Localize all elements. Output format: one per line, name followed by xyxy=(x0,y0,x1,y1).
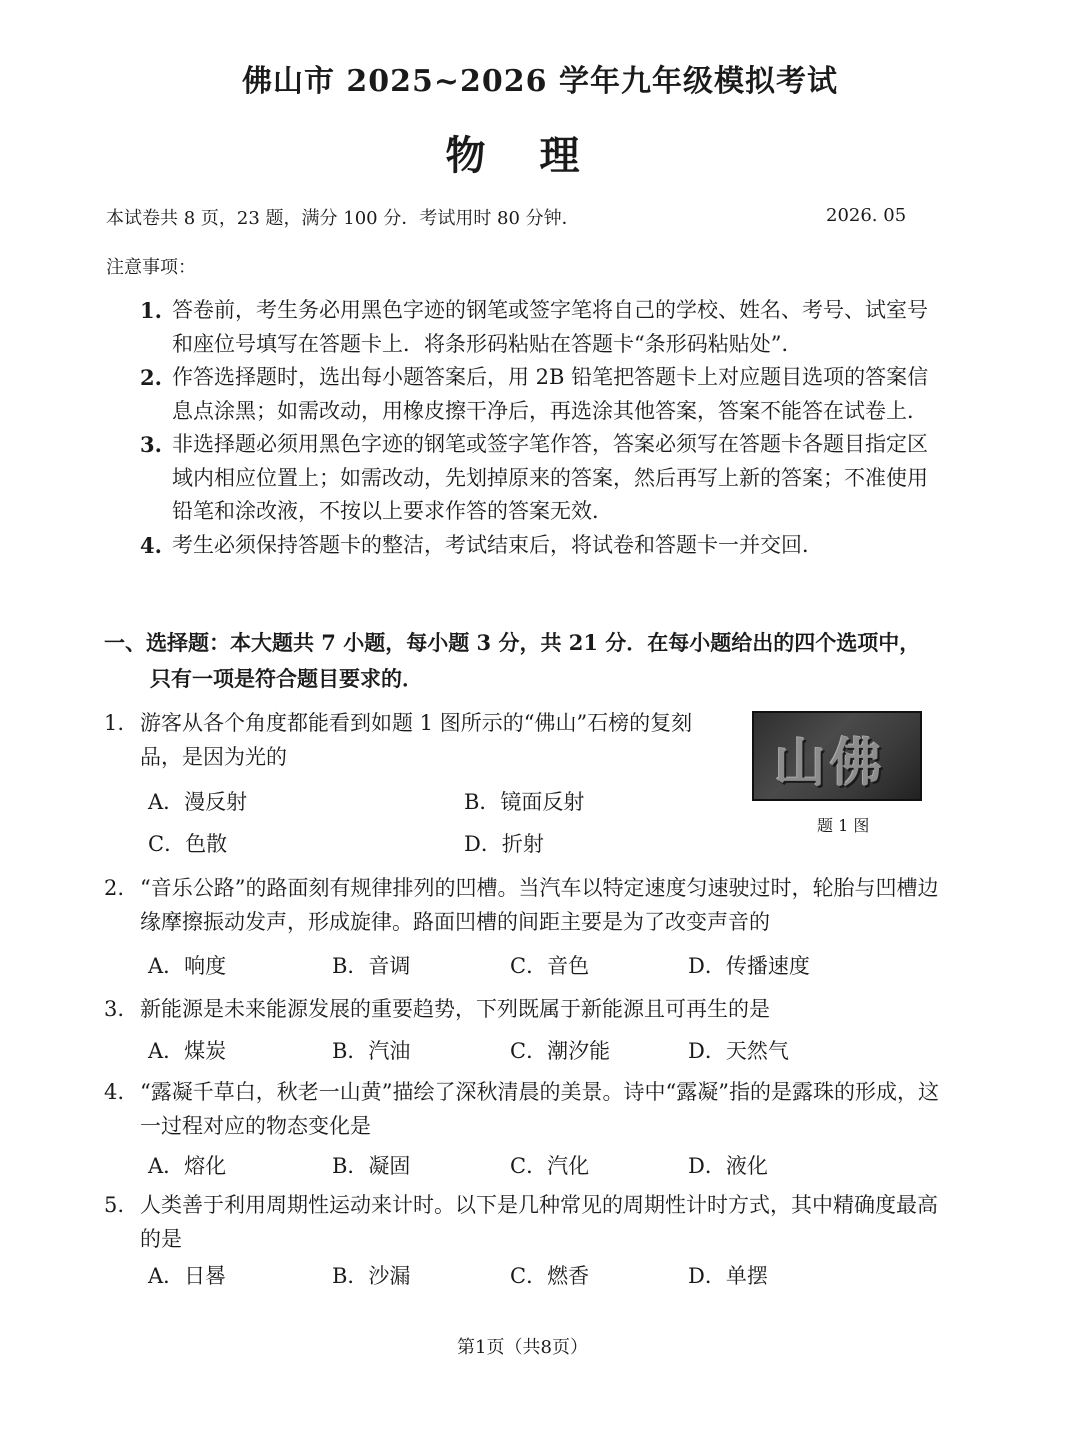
option-b[interactable]: B．音调 xyxy=(332,954,411,978)
notice-number: 3. xyxy=(140,432,162,457)
notice-text: 作答选择题时，选出每小题答案后，用 2B 铅笔把答题卡上对应题目选项的答案信息点涂黑；如需改动，用橡皮擦干净后，再选涂其他答案，答案不能答在试卷上． xyxy=(172,365,929,423)
option-a[interactable]: A．漫反射 xyxy=(148,790,248,814)
section-heading xyxy=(104,625,944,697)
notice-item xyxy=(140,294,940,361)
option-b[interactable]: B．沙漏 xyxy=(332,1264,411,1288)
option-a[interactable]: A．煤炭 xyxy=(148,1039,227,1063)
section-heading-line1: 一、选择题：本大题共 7 小题，每小题 3 分，共 21 分．在每小题给出的四个选项中， xyxy=(104,630,921,655)
exam-title: 佛山市 2025~2026 学年九年级模拟考试 xyxy=(241,64,839,99)
notice-item xyxy=(140,428,940,529)
option-d[interactable]: D．液化 xyxy=(688,1154,768,1178)
question-number: 5. xyxy=(104,1193,125,1217)
question-4 xyxy=(104,1075,944,1143)
subject-title: 物 理 xyxy=(445,132,600,179)
stone-plaque-figure xyxy=(752,711,922,801)
option-c[interactable]: C．音色 xyxy=(510,954,590,978)
question-text: 游客从各个角度都能看到如题 1 图所示的“佛山”石榜的复刻品，是因为光的 xyxy=(140,711,693,769)
option-d[interactable]: D．传播速度 xyxy=(688,954,810,978)
question-5 xyxy=(104,1188,944,1256)
exam-date: 2026. 05 xyxy=(826,205,907,226)
notice-number: 2. xyxy=(140,365,162,390)
notice-item xyxy=(140,529,940,563)
option-c[interactable]: C．潮汐能 xyxy=(510,1039,611,1063)
notice-text: 答卷前，考生务必用黑色字迹的钢笔或签字笔将自己的学校、姓名、考号、试室号和座位号填写在答题卡上．将条形码粘贴在答题卡“条形码粘贴处”． xyxy=(172,298,928,356)
question-1 xyxy=(104,706,734,774)
notice-text: 非选择题必须用黑色字迹的钢笔或签字笔作答，答案必须写在答题卡各题目指定区域内相应位置上；如需改动，先划掉原来的答案，然后再写上新的答案；不准使用铅笔和涂改液，不按以上要求作答的答案无效． xyxy=(172,432,928,523)
option-a[interactable]: A．日晷 xyxy=(148,1264,227,1288)
notice-text: 考生必须保持答题卡的整洁，考试结束后，将试卷和答题卡一并交回． xyxy=(172,532,823,557)
option-a[interactable]: A．响度 xyxy=(148,954,227,978)
page-number: 第1页（共8页） xyxy=(457,1337,588,1358)
option-d[interactable]: D．天然气 xyxy=(688,1039,789,1063)
notice-list xyxy=(140,294,940,562)
question-2 xyxy=(104,871,944,939)
figure-caption: 题 1 图 xyxy=(817,816,870,835)
question-text: “音乐公路”的路面刻有规律排列的凹槽。当汽车以特定速度匀速驶过时，轮胎与凹槽边缘摩擦振动发声，形成旋律。路面凹槽的间距主要是为了改变声音的 xyxy=(140,876,939,934)
question-number: 3. xyxy=(104,997,125,1021)
question-number: 2. xyxy=(104,876,125,900)
question-3 xyxy=(104,992,944,1026)
question-text: 新能源是未来能源发展的重要趋势，下列既属于新能源且可再生的是 xyxy=(140,997,770,1021)
question-text: “露凝千草白，秋老一山黄”描绘了深秋清晨的美景。诗中“露凝”指的是露珠的形成，这一过程对应的物态变化是 xyxy=(140,1080,939,1138)
option-c[interactable]: C．汽化 xyxy=(510,1154,590,1178)
option-d[interactable]: D．折射 xyxy=(464,832,544,856)
notice-number: 1. xyxy=(140,298,162,323)
exam-info: 本试卷共 8 页，23 题，满分 100 分．考试用时 80 分钟． xyxy=(106,208,580,229)
stone-plaque-text: 山佛 xyxy=(774,733,887,794)
option-a[interactable]: A．熔化 xyxy=(148,1154,227,1178)
section-heading-line2: 只有一项是符合题目要求的． xyxy=(150,666,423,691)
option-c[interactable]: C．燃香 xyxy=(510,1264,590,1288)
notice-heading: 注意事项： xyxy=(106,257,196,278)
question-number: 4. xyxy=(104,1080,125,1104)
option-d[interactable]: D．单摆 xyxy=(688,1264,768,1288)
notice-number: 4. xyxy=(140,532,162,558)
question-number: 1. xyxy=(104,711,125,735)
notice-item xyxy=(140,361,940,428)
option-b[interactable]: B．汽油 xyxy=(332,1039,411,1063)
option-b[interactable]: B．凝固 xyxy=(332,1154,411,1178)
question-text: 人类善于利用周期性运动来计时。以下是几种常见的周期性计时方式，其中精确度最高的是 xyxy=(140,1193,938,1251)
option-c[interactable]: C．色散 xyxy=(148,832,228,856)
option-b[interactable]: B．镜面反射 xyxy=(464,790,585,814)
